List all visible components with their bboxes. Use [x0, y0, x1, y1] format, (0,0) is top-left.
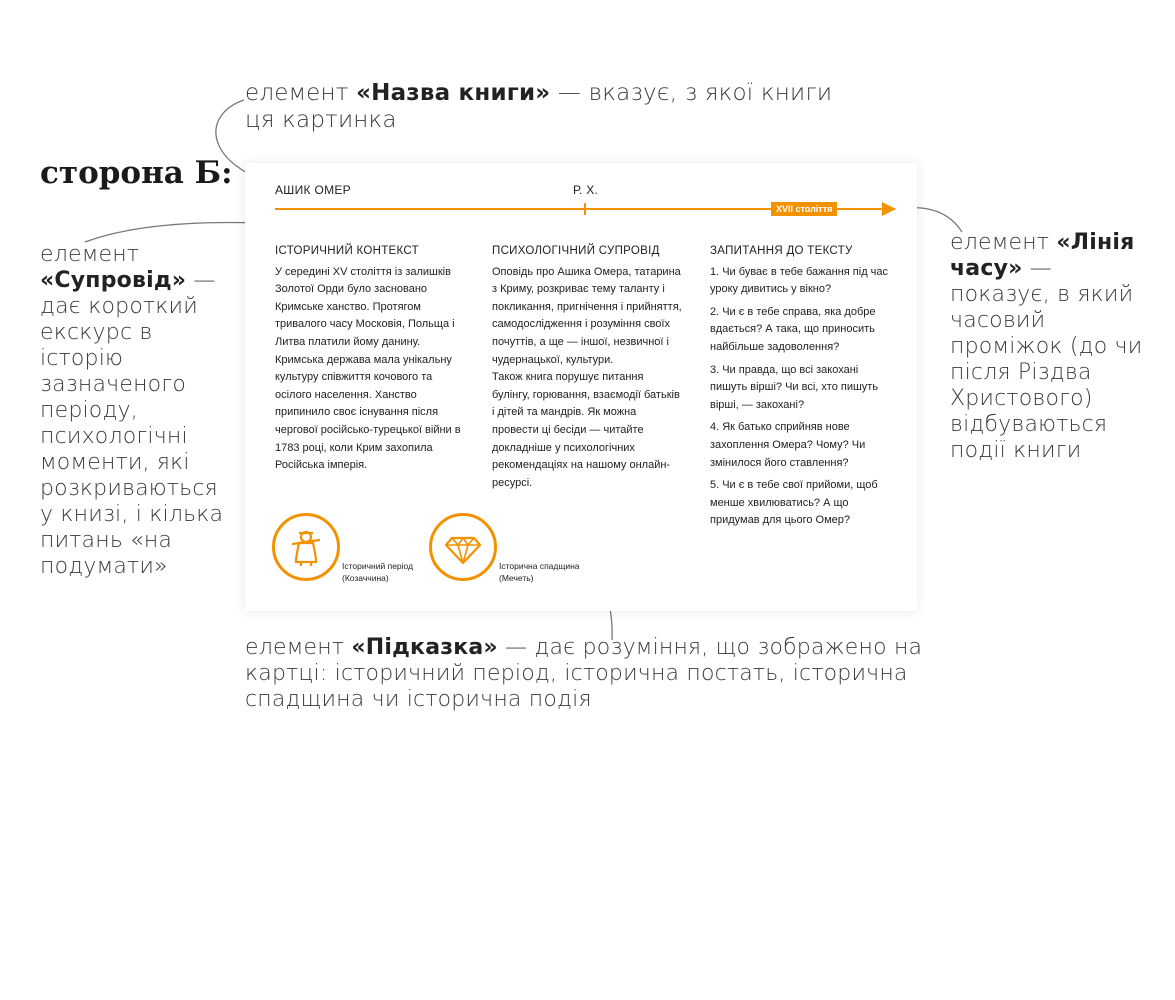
question-item: 5. Чи є в тебе свої прийоми, щоб менше хвилюватись? А що придумав для цього Омер?	[710, 479, 878, 527]
annotation-accompaniment: елемент «Супровід» — дає короткий екскурс в історію зазначеного періоду, психологічні моменти, які розкриваються у книзі, і кілька питань «на подумати»	[40, 242, 224, 579]
psychological-section	[492, 243, 682, 492]
century-badge: XVII століття	[771, 202, 837, 216]
historical-context-heading: ІСТОРИЧНИЙ КОНТЕКСТ	[275, 245, 419, 257]
timeline-tick	[584, 203, 586, 215]
question-item: 4. Як батько сприйняв нове захоплення Омера? Чому? Чи змінилося його ставлення?	[710, 421, 866, 469]
psychological-heading: ПСИХОЛОГІЧНИЙ СУПРОВІД	[492, 245, 660, 257]
diamond-icon	[429, 513, 497, 581]
side-title: сторона Б:	[40, 155, 233, 191]
timeline-marker-label: Р. Х.	[573, 183, 599, 197]
hint-caption: Історична спадщина (Мечеть)	[499, 561, 580, 583]
psychological-text: Оповідь про Ашика Омера, татарина з Криму, розкриває тему таланту і покликання, пригнічення і прийняття, самодослідження і розуміння своїх почуттів, а ще — іншої, незвичної і чудернацької, культури.	[492, 265, 682, 366]
questions-heading: ЗАПИТАННЯ ДО ТЕКСТУ	[710, 245, 853, 257]
questions-section	[710, 243, 895, 535]
card-side-b	[245, 163, 917, 611]
historical-context-text: У середині XV століття із залишків Золотої Орди було засновано Кримське ханство. Протягом тривалого часу Московія, Польща і Литва платили йому данину. Кримська держава мала унікальну культуру співжиття кочового та осілого населення. Ханство припинило своє існування після чергової російсько-турецької війни в 1783 році, коли Крим захопила Російська імперія.	[275, 265, 461, 472]
historical-context-section	[275, 243, 465, 475]
psychological-text: Також книга порушує питання булінгу, горювання, взаємодії батьків і дітей та мандрів. Як можна провести ці бесіди — читайте докладніше у психологічних рекомендаціях на нашому онлайн-ресурсі.	[492, 371, 680, 489]
question-item: 3. Чи правда, що всі закохані пишуть вірші? Чи всі, хто пишуть вірші, — закохані?	[710, 363, 879, 411]
annotation-timeline: елемент «Лінія часу» — показує, в який часовий проміжок (до чи після Різдва Христового) відбуваються події книги	[950, 230, 1143, 463]
book-title: АШИК ОМЕР	[275, 183, 351, 197]
annotation-book-name: елемент «Назва книги» — вказує, з якої книги ця картинка	[245, 80, 833, 133]
question-item: 2. Чи є в тебе справа, яка добре вдається? А така, що приносить найбільше задоволення?	[710, 305, 876, 353]
timeline-arrow-icon	[882, 202, 896, 216]
annotation-hint: елемент «Підказка» — дає розуміння, що зображено на картці: історичний період, історична постать, історична спадщина чи історична подія	[245, 635, 923, 712]
cossack-icon	[272, 513, 340, 581]
question-item: 1. Чи буває в тебе бажання під час уроку дивитись у вікно?	[710, 265, 889, 296]
hint-caption: Історичний період (Козаччина)	[342, 561, 414, 583]
